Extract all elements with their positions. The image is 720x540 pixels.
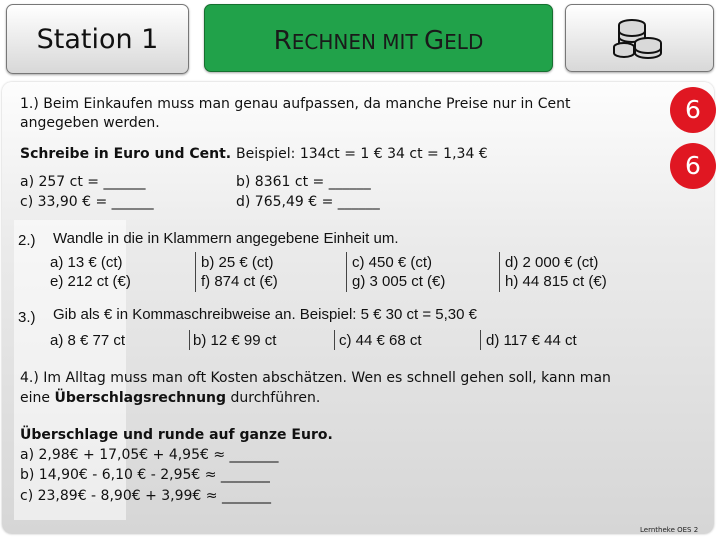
task2-item-e: e) 212 ct (€) [50,273,131,290]
task4-item-b: b) 14,90€ - 6,10 € - 2,95€ ≈ _______ [20,467,270,483]
station-label: Station 1 [36,24,159,55]
task2-item-b: b) 25 € (ct) [201,254,274,271]
task2-item-a: a) 13 € (ct) [50,254,123,271]
task2-number: 2.) [18,232,36,249]
task2-item-f: f) 874 ct (€) [201,273,278,290]
task3-item-d: d) 117 € 44 ct [486,332,577,349]
count-badge-2: 6 [670,143,716,189]
task4-item-c: c) 23,89€ - 8,90€ + 3,99€ ≈ _______ [20,488,271,504]
task1-example: Beispiel: 134ct = 1 € 34 ct = 1,34 € [236,146,488,162]
task2-item-g: g) 3 005 ct (€) [352,273,446,290]
task1-line2: angegeben werden. [20,115,160,131]
task3-item-a: a) 8 € 77 ct [50,332,126,349]
coins-icon [610,13,670,63]
coins-box [565,4,714,72]
station-label-box [6,4,189,74]
task2-divider-1 [195,252,196,292]
task3-divider-3 [480,330,481,350]
title-banner [204,4,553,72]
task1-line1: 1.) Beim Einkaufen muss man genau aufpassen, da manche Preise nur in Cent [20,96,571,112]
task4-line1: 4.) Im Alltag muss man oft Kosten abschätzen. Wen es schnell gehen soll, kann man [20,370,611,386]
task3-item-c: c) 44 € 68 ct [339,332,422,349]
task4-line2: eine Überschlagsrechnung durchführen. [20,390,321,406]
task1-item-b: b) 8361 ct = ______ [236,174,371,190]
task2-heading: Wandle in die in Klammern angegebene Einheit um. [53,230,399,247]
task3-item-b: b) 12 € 99 ct [193,332,277,349]
task3-number: 3.) [18,309,36,326]
task3-divider-1 [189,330,190,350]
task1-instruction: Schreibe in Euro und Cent. [20,146,232,162]
task4-instruction: Überschlage und runde auf ganze Euro. [20,427,333,443]
count-badge-1: 6 [670,87,716,133]
page-title: RECHNEN MIT GELD [273,26,484,56]
task2-divider-2 [346,252,347,292]
task2-item-h: h) 44 815 ct (€) [505,273,607,290]
task3-divider-2 [334,330,335,350]
task2-divider-3 [499,252,500,292]
task2-item-c: c) 450 € (ct) [352,254,433,271]
task1-item-d: d) 765,49 € = ______ [236,194,380,210]
task1-item-c: c) 33,90 € = ______ [20,194,154,210]
task1-item-a: a) 257 ct = ______ [20,174,146,190]
task3-heading: Gib als € in Kommaschreibweise an. Beispiel: 5 € 30 ct = 5,30 € [53,306,477,323]
task4-item-a: a) 2,98€ + 17,05€ + 4,95€ ≈ _______ [20,447,279,463]
footer-label: Lerntheke OES 2 [640,526,699,534]
task2-item-d: d) 2 000 € (ct) [505,254,599,271]
